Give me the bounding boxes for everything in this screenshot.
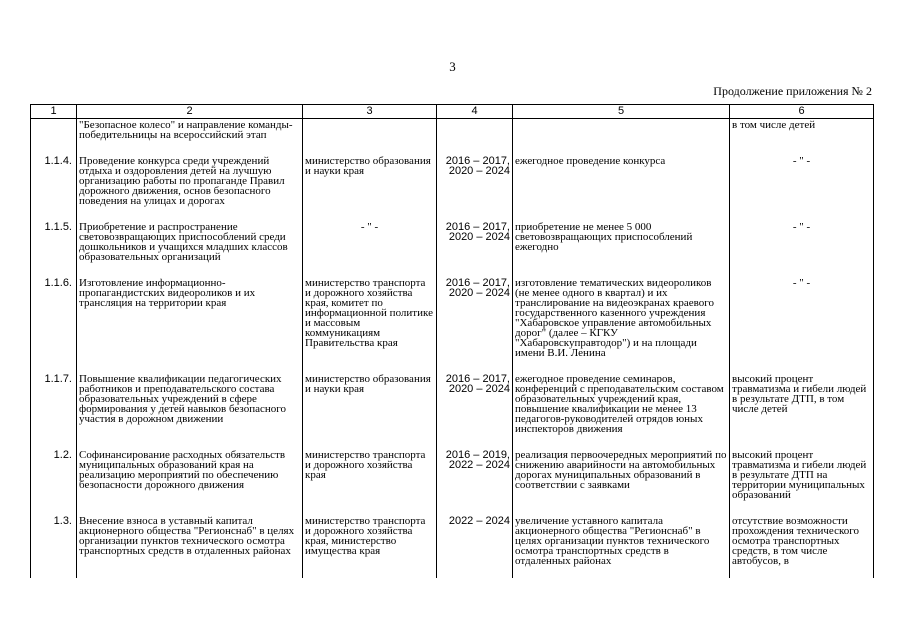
row-number-cell: 1.1.4. bbox=[31, 152, 77, 218]
period-cell: 2016 – 2017, 2020 – 2024 bbox=[437, 274, 513, 370]
consequence-cell: - " - bbox=[730, 274, 874, 370]
consequence-cell: высокий процент травматизма и гибели людей в результате ДТП, в том числе детей bbox=[730, 370, 874, 446]
period-cell: 2016 – 2019, 2022 – 2024 bbox=[437, 446, 513, 512]
row-number-cell bbox=[31, 119, 77, 153]
row-number-cell: 1.1.5. bbox=[31, 218, 77, 274]
executor-cell: министерство образования и науки края bbox=[303, 370, 437, 446]
event-name-cell: Внесение взноса в уставный капитал акционерного общества "Регионснаб" в целях организации пунктов технического осмотра транспортных средств в отдаленных районах bbox=[77, 512, 303, 578]
event-name-cell: Повышение квалификации педагогических работников и преподавательского состава образовательных учреждений в сфере формирования у детей навыков безопасного участия в дорожном движении bbox=[77, 370, 303, 446]
expected-result-cell bbox=[513, 119, 730, 153]
header-col-5: 5 bbox=[513, 105, 730, 119]
consequence-cell: в том числе детей bbox=[730, 119, 874, 153]
header-col-2: 2 bbox=[77, 105, 303, 119]
expected-result-cell: увеличение уставного капитала акционерного общества "Регионснаб" в целях организации пунктов технического осмотра транспортных средств в отдаленных районах bbox=[513, 512, 730, 578]
executor-cell: министерство транспорта и дорожного хозяйства края, министерство имущества края bbox=[303, 512, 437, 578]
expected-result-cell: реализация первоочередных мероприятий по снижению аварийности на автомобильных дорогах муниципальных образований в соответствии с заявками bbox=[513, 446, 730, 512]
table-row bbox=[31, 218, 874, 274]
executor-cell: - " - bbox=[303, 218, 437, 274]
period-cell: 2022 – 2024 bbox=[437, 512, 513, 578]
event-name-cell: Софинансирование расходных обязательств муниципальных образований края на реализацию мероприятий по обеспечению безопасности дорожного движения bbox=[77, 446, 303, 512]
event-name-cell: Изготовление информационно-пропагандистских видеороликов и их трансляция на территории края bbox=[77, 274, 303, 370]
consequence-cell: - " - bbox=[730, 152, 874, 218]
row-number-cell: 1.2. bbox=[31, 446, 77, 512]
header-col-3: 3 bbox=[303, 105, 437, 119]
consequence-cell: отсутствие возможности прохождения технического осмотра транспортных средств, в том числе автобусов, в bbox=[730, 512, 874, 578]
table-row bbox=[31, 274, 874, 370]
consequence-cell: - " - bbox=[730, 218, 874, 274]
consequence-cell: высокий процент травматизма и гибели людей в результате ДТП на территории муниципальных образований bbox=[730, 446, 874, 512]
table-row bbox=[31, 446, 874, 512]
period-cell bbox=[437, 119, 513, 153]
appendix-note: Продолжение приложения № 2 bbox=[713, 84, 872, 98]
expected-result-cell: ежегодное проведение семинаров, конференций с преподавательским составом образовательных учреждений края, повышение квалификации не менее 13 педагогов-руководителей отрядов юных инспекторов движения bbox=[513, 370, 730, 446]
header-col-6: 6 bbox=[730, 105, 874, 119]
header-col-1: 1 bbox=[31, 105, 77, 119]
expected-result-cell: приобретение не менее 5 000 световозвращающих приспособлений ежегодно bbox=[513, 218, 730, 274]
executor-cell: министерство образования и науки края bbox=[303, 152, 437, 218]
table-row bbox=[31, 370, 874, 446]
period-cell: 2016 – 2017, 2020 – 2024 bbox=[437, 218, 513, 274]
table-row bbox=[31, 512, 874, 578]
program-table bbox=[30, 104, 874, 578]
executor-cell bbox=[303, 119, 437, 153]
expected-result-cell: ежегодное проведение конкурса bbox=[513, 152, 730, 218]
table-row bbox=[31, 152, 874, 218]
row-number-cell: 1.1.6. bbox=[31, 274, 77, 370]
row-number-cell: 1.1.7. bbox=[31, 370, 77, 446]
event-name-cell: "Безопасное колесо" и направление команды-победительницы на всероссийский этап bbox=[77, 119, 303, 153]
header-col-4: 4 bbox=[437, 105, 513, 119]
event-name-cell: Приобретение и распространение световозвращающих приспособлений среди дошкольников и учащихся младших классов образовательных организаций bbox=[77, 218, 303, 274]
table-row bbox=[31, 119, 874, 153]
page-number: 3 bbox=[449, 59, 456, 74]
period-cell: 2016 – 2017, 2020 – 2024 bbox=[437, 370, 513, 446]
event-name-cell: Проведение конкурса среди учреждений отдыха и оздоровления детей на лучшую организацию работы по пропаганде Правил дорожного движения, основ безопасного поведения на улицах и дорогах bbox=[77, 152, 303, 218]
expected-result-cell: изготовление тематических видеороликов (не менее одного в квартал) и их транслирование на видеоэкранах краевого государственного казенного учреждения "Хабаровское управление автомобильных дорог" (далее – КГКУ "Хабаровскуправтодор") и на площади имени В.И. Ленина bbox=[513, 274, 730, 370]
header-row bbox=[31, 105, 874, 119]
row-number-cell: 1.3. bbox=[31, 512, 77, 578]
period-cell: 2016 – 2017, 2020 – 2024 bbox=[437, 152, 513, 218]
executor-cell: министерство транспорта и дорожного хозяйства края bbox=[303, 446, 437, 512]
executor-cell: министерство транспорта и дорожного хозяйства края, комитет по информационной политике и массовым коммуникациям Правительства края bbox=[303, 274, 437, 370]
